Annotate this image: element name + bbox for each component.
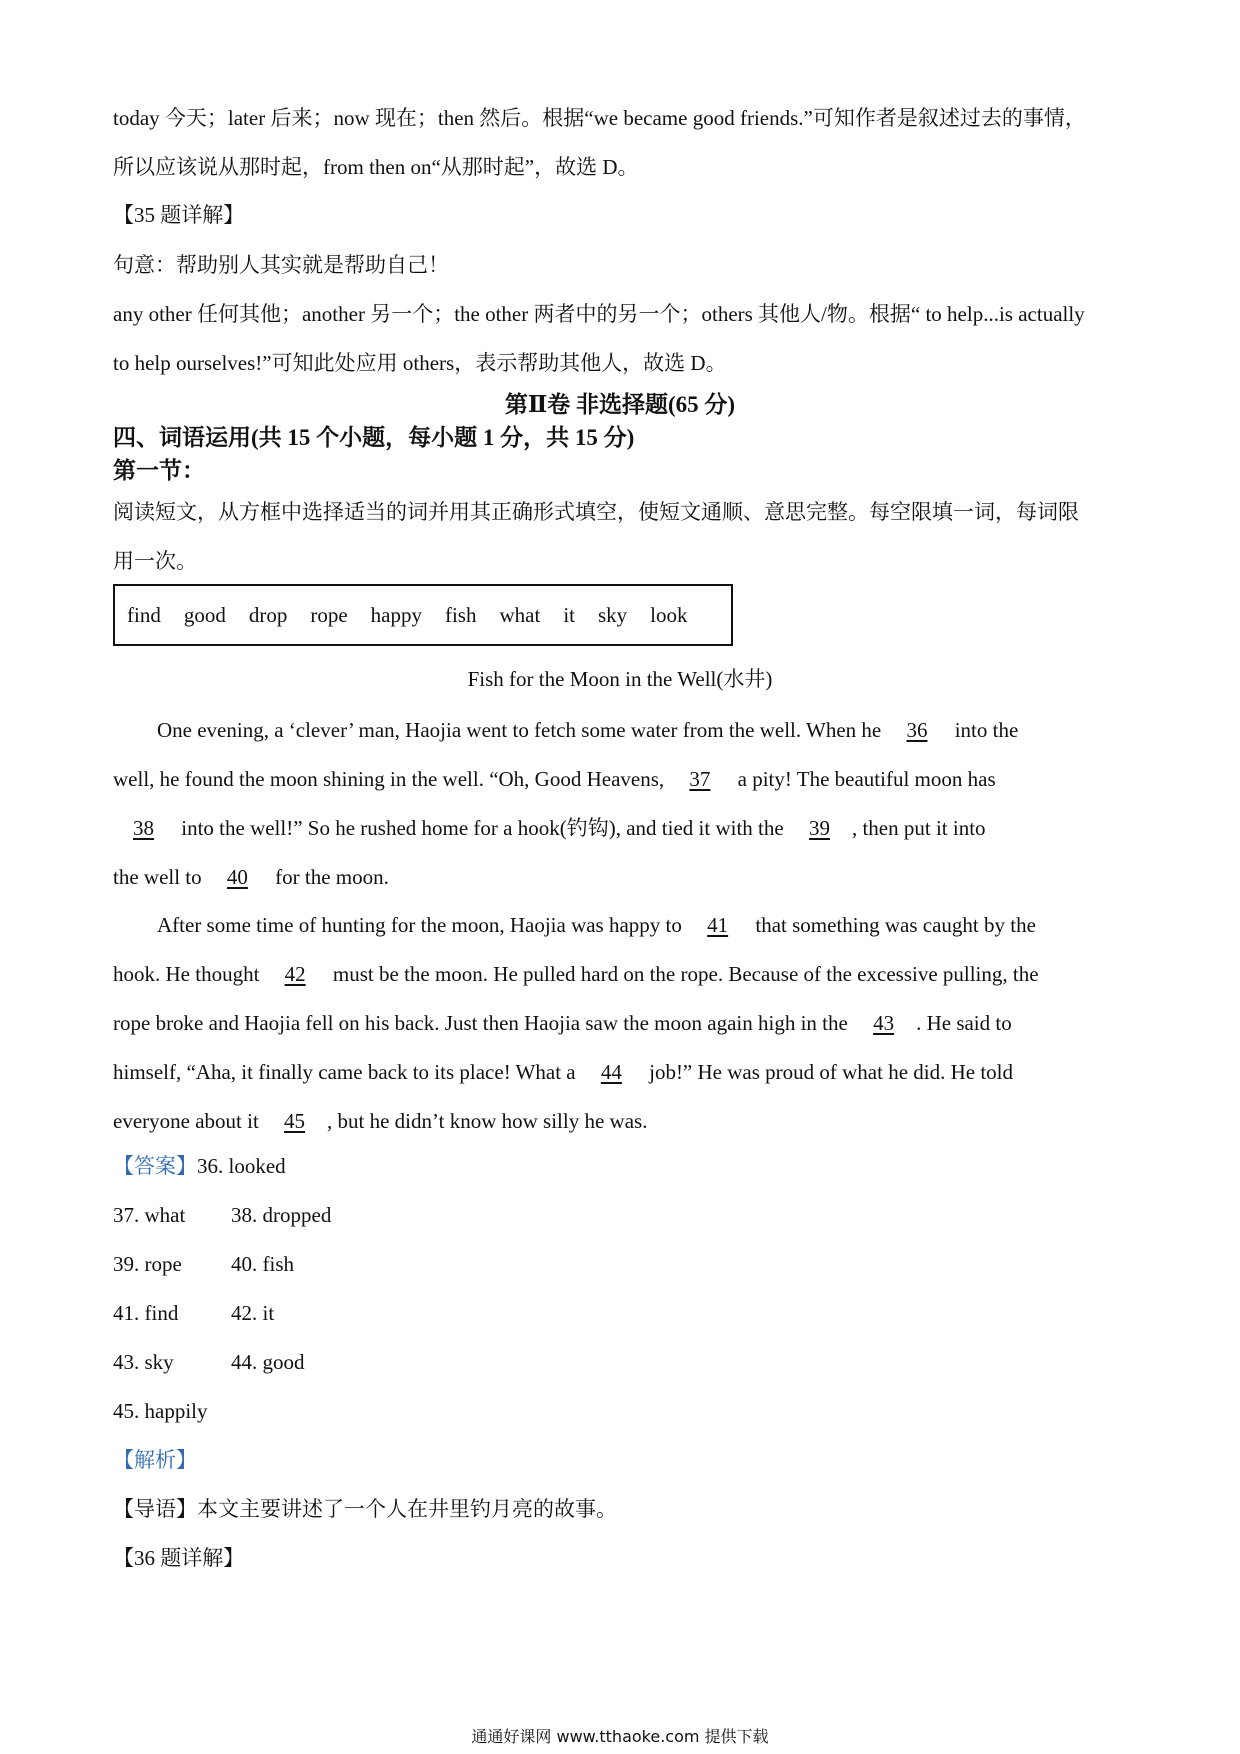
word-box-item: fish (444, 602, 477, 627)
word-box-item: look (650, 602, 688, 627)
word-box-item: good (183, 602, 226, 627)
q36-header: 【36 题详解】 (113, 1546, 245, 1570)
section-title: 第Ⅱ卷 非选择题(65 分) (504, 392, 736, 417)
blank-number: 39 (808, 816, 830, 840)
story-text: , then put it into (851, 816, 986, 840)
q35-line-2: to help ourselves!”可知此处应用 others，表示帮助其他人，故选 D。 (113, 351, 727, 375)
answer-item: 37. what (113, 1203, 186, 1227)
story-text: . He said to (916, 1011, 1012, 1035)
intro-line-2: 所以应该说从那时起，from then on“从那时起”，故选 D。 (113, 155, 639, 179)
instruction-line-1: 阅读短文，从方框中选择适当的词并用其正确形式填空，使短文通顺、意思完整。每空限填一词，每词限 (113, 500, 1079, 524)
story-line (157, 715, 1018, 745)
story-text: job!” He was proud of what he did. He told (643, 1060, 1014, 1084)
blank-number: 38 (133, 816, 154, 840)
blank-number: 45 (284, 1109, 306, 1133)
story-line (113, 959, 1039, 989)
subsection-title: 第一节： (113, 458, 205, 483)
answer-pair (113, 1347, 305, 1377)
story-line (157, 910, 1036, 940)
answer-item: 39. rope (113, 1252, 182, 1276)
story-line (113, 1008, 1012, 1038)
word-box (113, 584, 733, 646)
blank-number: 44 (600, 1060, 622, 1084)
q35-header: 【35 题详解】 (113, 203, 245, 227)
story-text: everyone about it (113, 1109, 265, 1133)
answer-pair (113, 1298, 274, 1328)
blank-number: 36 (906, 718, 928, 742)
answer-pair (113, 1249, 294, 1279)
word-box-item: happy (370, 602, 422, 627)
answer-item: 43. sky (113, 1350, 174, 1374)
word-box-item: what (499, 602, 541, 627)
answer-line-first (113, 1151, 286, 1181)
story-text: well, he found the moon shining in the well. “Oh, Good Heavens, (113, 767, 670, 791)
story-title: Fish for the Moon in the Well(水井) (467, 667, 773, 691)
blank-number: 41 (707, 913, 729, 937)
answer-item: 41. find (113, 1301, 179, 1325)
answer-item: 42. it (231, 1301, 275, 1325)
blank-number: 42 (284, 962, 306, 986)
q35-line-1: any other 任何其他；another 另一个；the other 两者中的另一个；others 其他人/物。根据“ to help...is actually (113, 302, 1085, 326)
blank-number: 37 (689, 767, 711, 791)
answer-label: 【答案】 (113, 1154, 197, 1178)
page-footer: 通通好课网 www.tthaoke.com 提供下载 (471, 1727, 769, 1746)
story-text: himself, “Aha, it finally came back to its place! What a (113, 1060, 581, 1084)
word-box-item: drop (248, 602, 288, 627)
story-line (113, 862, 389, 892)
part-title: 四、词语运用(共 15 个小题，每小题 1 分，共 15 分) (113, 425, 635, 450)
story-line (113, 1106, 647, 1136)
story-text: , but he didn’t know how silly he was. (327, 1109, 648, 1133)
blank-number: 40 (226, 865, 248, 889)
word-box-item: rope (310, 602, 348, 627)
story-text: must be the moon. He pulled hard on the rope. Because of the excessive pulling, the (327, 962, 1039, 986)
answer-pair (113, 1200, 331, 1230)
intro-line-1: today 今天；later 后来；now 现在；then 然后。根据“we became good friends.”可知作者是叙述过去的事情， (113, 106, 1086, 130)
answer-item: 38. dropped (231, 1203, 332, 1227)
blank-number: 43 (873, 1011, 895, 1035)
q35-meaning: 句意：帮助别人其实就是帮助自己！ (113, 253, 449, 277)
story-text: for the moon. (269, 865, 389, 889)
story-text: hook. He thought (113, 962, 265, 986)
story-text: that something was caught by the (750, 913, 1036, 937)
word-box-item: it (563, 602, 575, 627)
word-box-item: find (127, 602, 161, 627)
instruction-line-2: 用一次。 (113, 549, 197, 573)
analysis-guide: 【导语】本文主要讲述了一个人在井里钓月亮的故事。 (113, 1497, 617, 1521)
story-line (113, 1057, 1013, 1087)
story-text: a pity! The beautiful moon has (732, 767, 996, 791)
story-text: After some time of hunting for the moon, Haojia was happy to (157, 913, 688, 937)
story-text: the well to (113, 865, 207, 889)
story-text: into the (949, 718, 1019, 742)
story-text: into the well!” So he rushed home for a hook(钓钩), and tied it with the (176, 816, 789, 840)
story-line (113, 813, 986, 843)
story-line (113, 764, 996, 794)
answer-item: 40. fish (231, 1252, 294, 1276)
answer-item: 36. looked (197, 1154, 286, 1178)
answer-item: 44. good (231, 1350, 305, 1374)
analysis-label: 【解析】 (113, 1448, 197, 1472)
story-text: One evening, a ‘clever’ man, Haojia went to fetch some water from the well. When he (157, 718, 887, 742)
answer-line-last: 45. happily (113, 1399, 208, 1423)
story-text: rope broke and Haojia fell on his back. Just then Haojia saw the moon again high in the (113, 1011, 854, 1035)
word-box-item: sky (597, 602, 628, 627)
